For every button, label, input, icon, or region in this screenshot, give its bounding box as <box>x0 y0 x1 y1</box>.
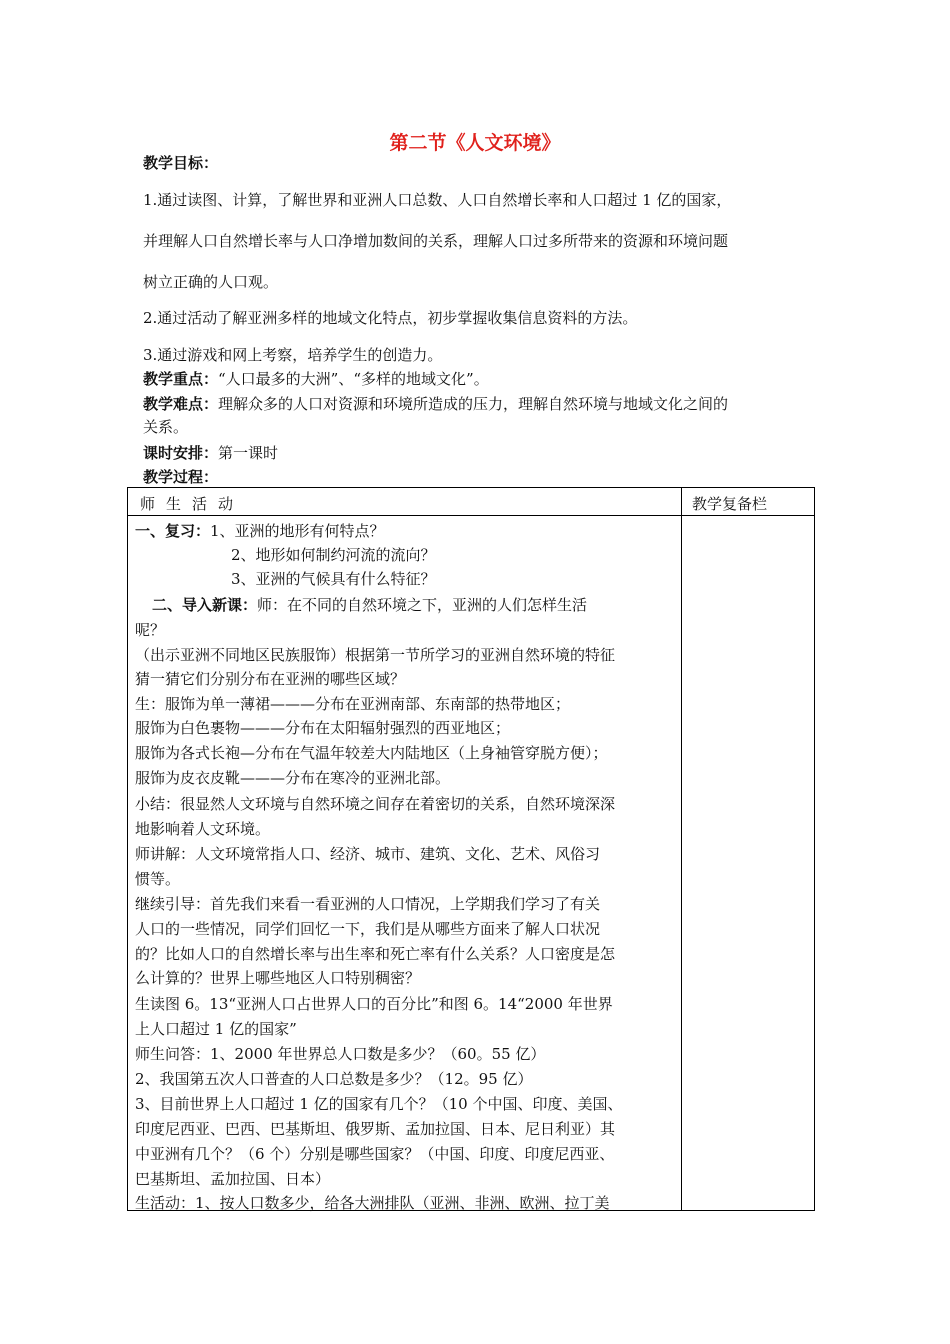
objectives-heading: 教学目标： <box>143 154 219 172</box>
text-line: 中亚洲有几个？（6 个）分别是哪些国家？（中国、印度、印度尼西亚、 <box>135 1145 615 1163</box>
text-line: （出示亚洲不同地区民族服饰）根据第一节所学习的亚洲自然环境的特征 <box>135 646 616 664</box>
text-line: 的？比如人口的自然增长率与出生率和死亡率有什么关系？人口密度是怎 <box>135 945 616 963</box>
text-line: 人口的一些情况，同学们回忆一下，我们是从哪些方面来了解人口状况 <box>135 920 601 938</box>
schedule-label: 课时安排： <box>143 444 219 462</box>
text-line: 3、目前世界上人口超过 1 亿的国家有几个？（10 个中国、印度、美国、 <box>135 1095 623 1113</box>
text-line: 服饰为各式长袍—分布在气温年较差大内陆地区（上身袖管穿脱方便）； <box>135 744 608 762</box>
text-line: 生读图 6。13“亚洲人口占世界人口的百分比”和图 6。14“2000 年世界 <box>135 995 613 1013</box>
page-title: 第二节《人文环境》 <box>389 132 561 154</box>
review-row <box>135 520 385 541</box>
difficulties-text-2: 关系。 <box>143 418 189 436</box>
key-points-text: “人口最多的大洲”、“多样的地域文化”。 <box>218 370 489 388</box>
col-header-notes: 教学复备栏 <box>692 495 768 513</box>
key-points-label: 教学重点： <box>143 370 219 388</box>
objective-line-3: 树立正确的人口观。 <box>143 273 279 291</box>
text-line: 地影响着人文环境。 <box>135 820 271 838</box>
intro-label: 二、导入新课： <box>152 596 258 614</box>
text-line: 师生问答：1、2000 年世界总人口数是多少？（60。55 亿） <box>135 1045 546 1063</box>
column-divider <box>681 488 682 1210</box>
text-line: 呢？ <box>135 621 166 639</box>
objective-line-4: 2.通过活动了解亚洲多样的地域文化特点，初步掌握收集信息资料的方法。 <box>143 309 638 327</box>
header-divider <box>128 515 814 516</box>
difficulties-label: 教学难点： <box>143 395 219 413</box>
text-line: 师讲解：人文环境常指人口、经济、城市、建筑、文化、艺术、风俗习 <box>135 845 601 863</box>
intro-text: 师：在不同的自然环境之下，亚洲的人们怎样生活 <box>257 596 588 614</box>
teaching-process-table <box>127 487 815 1211</box>
text-line: 服饰为白色裹物———分布在太阳辐射强烈的西亚地区； <box>135 719 511 737</box>
text-line: 惯等。 <box>135 870 181 888</box>
intro-row <box>152 594 587 615</box>
review-label: 一、复习： <box>135 522 211 540</box>
text-line: 服饰为皮衣皮靴———分布在寒冷的亚洲北部。 <box>135 769 451 787</box>
schedule <box>143 442 278 463</box>
key-points <box>143 368 489 389</box>
text-line: 印度尼西亚、巴西、巴基斯坦、俄罗斯、孟加拉国、日本、尼日利亚）其 <box>135 1120 616 1138</box>
text-line: 生活动：1、按人口数多少，给各大洲排队（亚洲、非洲、欧洲、拉丁美 <box>135 1194 610 1212</box>
review-q1: 1、亚洲的地形有何特点？ <box>210 522 385 540</box>
col-header-activities: 师生活动 <box>140 495 245 513</box>
difficulties-text: 理解众多的人口对资源和环境所造成的压力，理解自然环境与地域文化之间的 <box>218 395 729 413</box>
text-line: 2、我国第五次人口普查的人口总数是多少？（12。95 亿） <box>135 1070 533 1088</box>
text-line: 上人口超过 1 亿的国家” <box>135 1020 297 1038</box>
objective-line-2: 并理解人口自然增长率与人口净增加数间的关系，理解人口过多所带来的资源和环境问题 <box>143 232 729 250</box>
review-q3: 3、亚洲的气候具有什么特征？ <box>231 570 436 588</box>
text-line: 小结：很显然人文环境与自然环境之间存在着密切的关系，自然环境深深 <box>135 795 616 813</box>
difficulties <box>143 393 728 414</box>
objective-line-5: 3.通过游戏和网上考察，培养学生的创造力。 <box>143 346 443 364</box>
objective-line-1: 1.通过读图、计算，了解世界和亚洲人口总数、人口自然增长率和人口超过 1 亿的国家， <box>143 191 732 209</box>
text-line: 巴基斯坦、孟加拉国、日本） <box>135 1170 331 1188</box>
text-line: 生：服饰为单一薄裙———分布在亚洲南部、东南部的热带地区； <box>135 695 571 713</box>
schedule-text: 第一课时 <box>218 444 279 462</box>
text-line: 继续引导：首先我们来看一看亚洲的人口情况，上学期我们学习了有关 <box>135 895 601 913</box>
review-q2: 2、地形如何制约河流的流向？ <box>231 546 436 564</box>
text-line: 么计算的？世界上哪些地区人口特别稠密？ <box>135 969 421 987</box>
process-label: 教学过程： <box>143 468 219 486</box>
text-line: 猜一猜它们分别分布在亚洲的哪些区域？ <box>135 670 406 688</box>
